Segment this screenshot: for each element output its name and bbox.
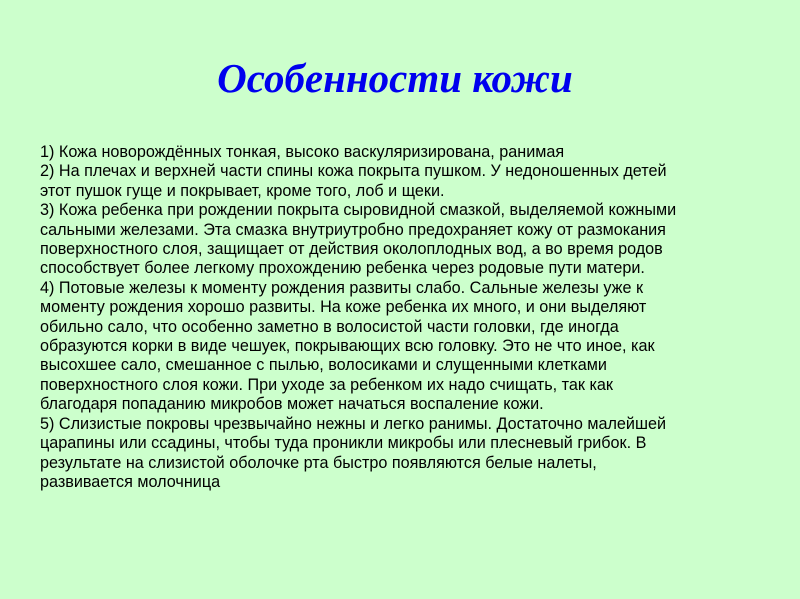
body-line-6: поверхностного слоя, защищает от действия околоплодных вод, а во время родов xyxy=(40,240,663,259)
slide-title: Особенности кожи xyxy=(217,55,573,101)
body-line-14: благодаря попаданию микробов может начаться воспаление кожи. xyxy=(40,395,544,414)
body-line-18: развивается молочница xyxy=(40,472,221,491)
body-line-5: сальными железами. Эта смазка внутриутробно предохраняет кожу от размокания xyxy=(40,220,666,239)
body-line-8: 4) Потовые железы к моменту рождения развиты слабо. Сальные железы уже к xyxy=(40,278,644,297)
body-line-4: 3) Кожа ребенка при рождении покрыта сыровидной смазкой, выделяемой кожными xyxy=(40,201,677,220)
body-line-15: 5) Слизистые покровы чрезвычайно нежны и легко ранимы. Достаточно малейшей xyxy=(40,414,667,433)
body-line-12: высохшее сало, смешанное с пылью, волосиками и слущенными клетками xyxy=(40,356,607,375)
body-line-7: способствует более легкому прохождению ребенка через родовые пути матери. xyxy=(40,259,645,278)
slide-body xyxy=(40,143,790,492)
body-line-11: образуются корки в виде чешуек, покрывающих всю головку. Это не что иное, как xyxy=(40,337,655,356)
body-line-13: поверхностного слоя кожи. При уходе за ребенком их надо счищать, так как xyxy=(40,375,613,394)
body-line-9: моменту рождения хорошо развиты. На коже ребенка их много, и они выделяют xyxy=(40,298,647,317)
body-line-17: результате на слизистой оболочке рта быстро появляются белые налеты, xyxy=(40,453,597,472)
body-line-16: царапины или ссадины, чтобы туда проникли микробы или плесневый грибок. В xyxy=(40,434,647,453)
body-line-1: 1) Кожа новорождённых тонкая, высоко васкуляризирована, ранимая xyxy=(40,143,565,161)
body-line-10: обильно сало, что особенно заметно в волосистой части головки, где иногда xyxy=(40,317,619,336)
body-line-3: этот пушок гуще и покрывает, кроме того, лоб и щеки. xyxy=(40,181,445,200)
body-line-2: 2) На плечах и верхней части спины кожа покрыта пушком. У недоношенных детей xyxy=(40,162,667,181)
